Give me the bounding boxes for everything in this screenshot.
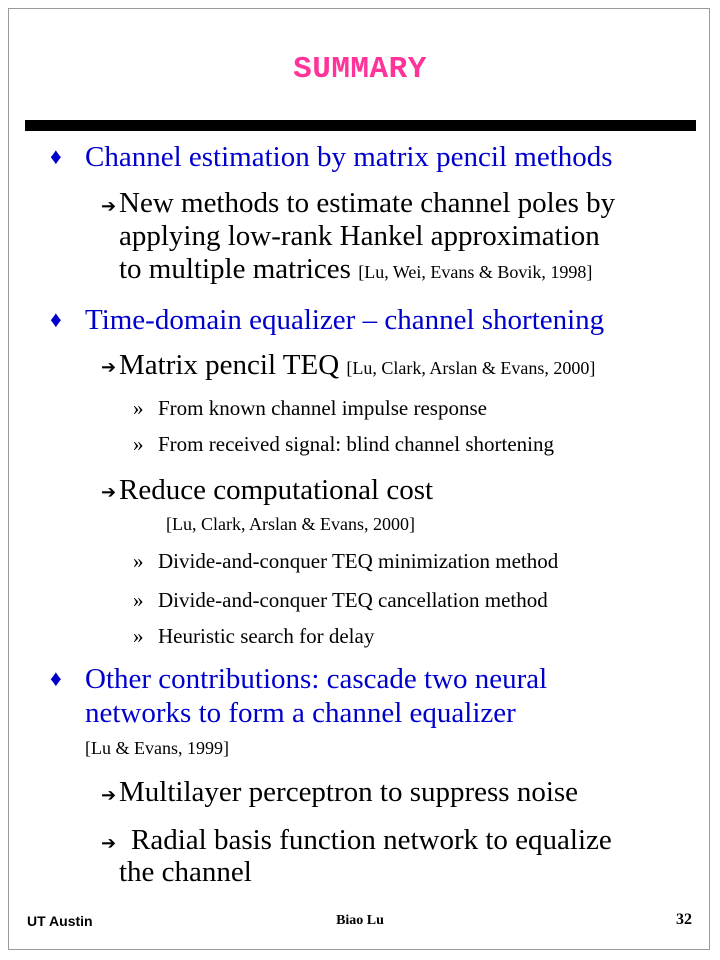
item-heuristic-search: Heuristic search for delay <box>158 624 375 648</box>
title-rule <box>25 120 696 131</box>
citation: [Lu, Clark, Arslan & Evans, 2000] <box>166 514 415 534</box>
subbullet-matrix-pencil-teq <box>119 349 595 384</box>
subbullet-reduce-cost: Reduce computational cost <box>119 474 434 506</box>
arrow-icon: ➔ <box>101 785 117 805</box>
page-number: 32 <box>676 911 692 928</box>
footer-affiliation: UT Austin <box>27 913 93 929</box>
citation: [Lu, Clark, Arslan & Evans, 2000] <box>346 358 596 378</box>
diamond-icon: ♦ <box>50 144 62 169</box>
item-dc-minimization: Divide-and-conquer TEQ minimization method <box>158 549 559 573</box>
subbullet-rbf-line1: Radial basis function network to equalize <box>131 824 612 856</box>
raquo-icon: » <box>133 432 144 456</box>
raquo-icon: » <box>133 396 144 420</box>
footer-author: Biao Lu <box>336 913 384 928</box>
subbullet-new-methods-line1: New methods to estimate channel poles by <box>119 187 616 219</box>
raquo-icon: » <box>133 549 144 573</box>
bullet-other-line1: Other contributions: cascade two neural <box>85 663 548 695</box>
item-known-response: From known channel impulse response <box>158 396 487 420</box>
item-dc-cancellation: Divide-and-conquer TEQ cancellation method <box>158 588 548 612</box>
subbullet-mlp: Multilayer perceptron to suppress noise <box>119 776 579 808</box>
subbullet-rbf-line2: the channel <box>119 856 252 888</box>
bullet-channel-estimation: Channel estimation by matrix pencil methods <box>85 141 613 173</box>
slide-title: SUMMARY <box>293 52 427 87</box>
raquo-icon: » <box>133 624 144 648</box>
citation: [Lu, Wei, Evans & Bovik, 1998] <box>358 262 593 282</box>
arrow-icon: ➔ <box>101 196 117 216</box>
subbullet-new-methods-line2: applying low-rank Hankel approximation <box>119 220 600 252</box>
citation: [Lu & Evans, 1999] <box>85 738 229 758</box>
arrow-icon: ➔ <box>101 833 117 853</box>
bullet-other-line2: networks to form a channel equalizer <box>85 697 516 729</box>
subbullet-new-methods-line3 <box>119 253 592 288</box>
bullet-teq: Time-domain equalizer – channel shortening <box>85 304 605 336</box>
arrow-icon: ➔ <box>101 357 117 377</box>
matrix-pencil-text: Matrix pencil TEQ <box>119 349 340 381</box>
arrow-icon: ➔ <box>101 482 117 502</box>
item-blind-shortening: From received signal: blind channel shortening <box>158 432 554 456</box>
diamond-icon: ♦ <box>50 307 62 332</box>
new-methods-text: to multiple matrices <box>119 253 351 285</box>
diamond-icon: ♦ <box>50 666 62 691</box>
raquo-icon: » <box>133 588 144 612</box>
